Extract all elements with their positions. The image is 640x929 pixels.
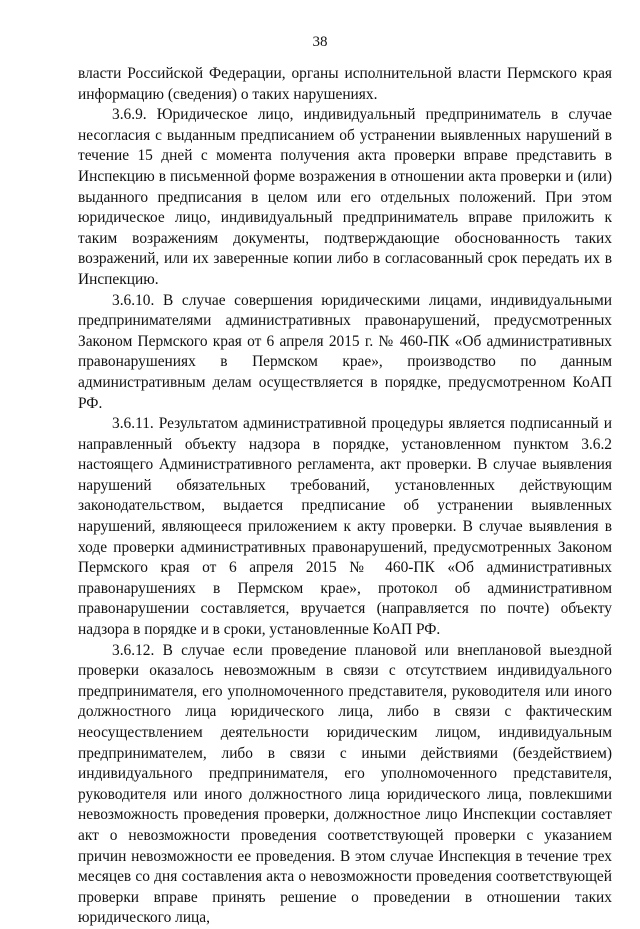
paragraph-continuation: власти Российской Федерации, органы исполнительной власти Пермского края информацию (сведения) о таких нарушениях. <box>78 65 612 103</box>
page-number: 38 <box>312 34 328 50</box>
paragraph-3-6-9: 3.6.9. Юридическое лицо, индивидуальный предприниматель в случае несогласия с выданным предписанием об устранении выявленных нарушений в течение 15 дней с момента получения акта проверки вправе представить в Инспекцию в письменной форме возражения в отношении акта проверки и (или) выданного предписания в целом или его отдельных положений. При этом юридическое лицо, индивидуальный предприниматель вправе приложить к таким возражениям документы, подтверждающие обоснованность таких возражений, или их заверенные копии либо в согласованный срок передать их в Инспекцию. <box>78 106 612 288</box>
paragraph-3-6-10: 3.6.10. В случае совершения юридическими лицами, индивидуальными предпринимателями административных правонарушений, предусмотренных Законом Пермского края от 6 апреля 2015 г. № 460-ПК «Об административных правонарушениях в Пермском крае», производство по данным административным делам осуществляется в порядке, предусмотренном КоАП РФ. <box>78 291 612 412</box>
document-body <box>78 64 612 929</box>
paragraph-3-6-12: 3.6.12. В случае если проведение плановой или внеплановой выездной проверки оказалось невозможным в связи с отсутствием индивидуального предпринимателя, его уполномоченного представителя, руководителя или иного должностного лица юридического лица, либо в связи с фактическим неосуществлением деятельности юридическим лицом, индивидуальным предпринимателем, либо в связи с иными действиями (бездействием) индивидуального предпринимателя, его уполномоченного представителя, руководителя или иного должностного лица юридического лица, повлекшими невозможность проведения проверки, должностное лицо Инспекции составляет акт о невозможности проведения соответствующей проверки с указанием причин невозможности ее проведения. В этом случае Инспекция в течение трех месяцев со дня составления акта о невозможности проведения соответствующей проверки вправе принять решение о проведении в отношении таких юридического лица, <box>78 641 612 927</box>
paragraph-3-6-11: 3.6.11. Результатом административной процедуры является подписанный и направленный объекту надзора в порядке, установленном пунктом 3.6.2 настоящего Административного регламента, акт проверки. В случае выявления нарушений обязательных требований, установленных действующим законодательством, выдается предписание об устранении выявленных нарушений, являющееся приложением к акту проверки. В случае выявления в ходе проверки административных правонарушений, предусмотренных Законом Пермского края от 6 апреля 2015 № 460-ПК «Об административных правонарушениях в Пермском крае», протокол об административном правонарушении составляется, вручается (направляется по почте) объекту надзора в порядке и в сроки, установленные КоАП РФ. <box>78 415 612 639</box>
